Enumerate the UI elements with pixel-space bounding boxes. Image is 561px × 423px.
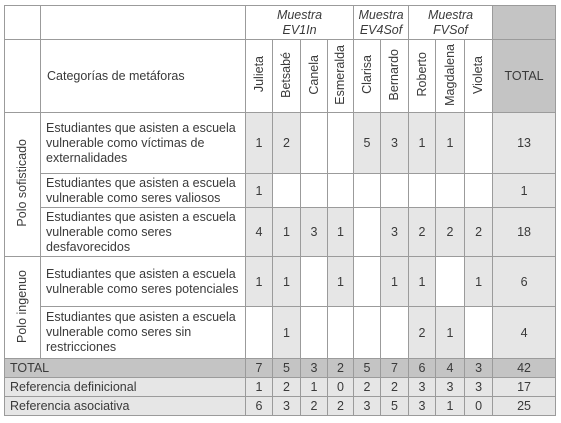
- total-header-top: [493, 6, 556, 40]
- table-cell: 3: [273, 397, 301, 416]
- table-cell: [328, 307, 354, 359]
- table-cell: 1: [301, 378, 328, 397]
- corner-cell: [41, 6, 246, 40]
- table-cell: 5: [354, 113, 381, 174]
- table-cell: 1: [246, 174, 273, 208]
- table-cell: [409, 174, 436, 208]
- table-cell: 3: [381, 113, 409, 174]
- muestra-header-row: [5, 6, 556, 40]
- table-cell: [301, 113, 328, 174]
- reference-row-label: Referencia definicional: [5, 378, 246, 397]
- table-cell: [301, 307, 328, 359]
- table-cell: 3: [465, 378, 493, 397]
- table-cell: 3: [409, 378, 436, 397]
- table-row: [5, 208, 556, 257]
- table-row: [5, 174, 556, 208]
- table-cell: 1: [409, 113, 436, 174]
- table-cell: 6: [246, 397, 273, 416]
- row-label: Estudiantes que asisten a escuela vulnerable como seres desfavorecidos: [41, 208, 246, 257]
- table-cell: 3: [301, 359, 328, 378]
- table-cell: 1: [436, 113, 465, 174]
- table-cell: 0: [465, 397, 493, 416]
- table-cell: 2: [328, 359, 354, 378]
- muestra-header: Muestra EV1In: [246, 6, 354, 40]
- table-cell: [354, 257, 381, 307]
- row-total: 18: [493, 208, 556, 257]
- table-cell: 1: [381, 257, 409, 307]
- table-cell: 2: [409, 208, 436, 257]
- table-cell: 1: [273, 208, 301, 257]
- total-row: [5, 359, 556, 378]
- table-cell: 6: [409, 359, 436, 378]
- column-header: Roberto: [409, 40, 436, 113]
- table-cell: 1: [436, 397, 465, 416]
- group-label-cell: [5, 113, 41, 257]
- row-label: Estudiantes que asisten a escuela vulnerable como víctimas de externalidades: [41, 113, 246, 174]
- column-header: Bernardo: [381, 40, 409, 113]
- grand-total: 42: [493, 359, 556, 378]
- table-cell: 1: [328, 208, 354, 257]
- table-cell: [273, 174, 301, 208]
- table-cell: 1: [246, 378, 273, 397]
- metaphor-table: [4, 5, 556, 416]
- table-cell: 1: [328, 257, 354, 307]
- row-total: 4: [493, 307, 556, 359]
- table-cell: 2: [465, 208, 493, 257]
- corner-cell: [5, 6, 41, 40]
- category-header: Categorías de metáforas: [41, 40, 246, 113]
- table-cell: 2: [328, 397, 354, 416]
- row-label: Estudiantes que asisten a escuela vulnerable como seres potenciales: [41, 257, 246, 307]
- total-row-label: TOTAL: [5, 359, 246, 378]
- table-cell: [354, 307, 381, 359]
- table-cell: 7: [246, 359, 273, 378]
- table-cell: [328, 113, 354, 174]
- reference-row: [5, 397, 556, 416]
- muestra-header: Muestra EV4Sof: [354, 6, 409, 40]
- table-cell: 1: [246, 113, 273, 174]
- table-cell: 1: [273, 307, 301, 359]
- table-cell: [301, 257, 328, 307]
- table-cell: 1: [436, 307, 465, 359]
- table-cell: 3: [409, 397, 436, 416]
- column-header: Betsabé: [273, 40, 301, 113]
- table-cell: 2: [436, 208, 465, 257]
- table-cell: 3: [436, 378, 465, 397]
- table-cell: [328, 174, 354, 208]
- table-cell: [436, 257, 465, 307]
- table-cell: 2: [273, 378, 301, 397]
- table-cell: 3: [465, 359, 493, 378]
- group-label: Polo sofisticado: [15, 139, 30, 227]
- group-header-cell: [5, 40, 41, 113]
- table-cell: 2: [381, 378, 409, 397]
- table-cell: 5: [354, 359, 381, 378]
- table-cell: 2: [273, 113, 301, 174]
- table-cell: [465, 174, 493, 208]
- row-total: 6: [493, 257, 556, 307]
- table-row: [5, 113, 556, 174]
- table-cell: 3: [381, 208, 409, 257]
- table-cell: 4: [436, 359, 465, 378]
- table-cell: 1: [409, 257, 436, 307]
- table-cell: 4: [246, 208, 273, 257]
- group-label-cell: [5, 257, 41, 359]
- group-label: Polo ingenuo: [15, 269, 30, 343]
- row-total: 25: [493, 397, 556, 416]
- row-total: 1: [493, 174, 556, 208]
- total-header: TOTAL: [493, 40, 556, 113]
- column-header: Julieta: [246, 40, 273, 113]
- table-cell: 5: [381, 397, 409, 416]
- table-cell: 0: [328, 378, 354, 397]
- table-cell: [301, 174, 328, 208]
- table-cell: 3: [354, 397, 381, 416]
- table-cell: 1: [465, 257, 493, 307]
- table-cell: 2: [409, 307, 436, 359]
- column-header: Violeta: [465, 40, 493, 113]
- table-cell: [381, 174, 409, 208]
- row-total: 17: [493, 378, 556, 397]
- row-label: Estudiantes que asisten a escuela vulnerable como seres sin restricciones: [41, 307, 246, 359]
- table-cell: [246, 307, 273, 359]
- table-cell: 3: [301, 208, 328, 257]
- column-header: Canela: [301, 40, 328, 113]
- column-header: Magdalena: [436, 40, 465, 113]
- table-cell: [354, 208, 381, 257]
- table-cell: 1: [273, 257, 301, 307]
- table-row: [5, 257, 556, 307]
- column-header: Clarisa: [354, 40, 381, 113]
- table-cell: [381, 307, 409, 359]
- table-cell: 2: [354, 378, 381, 397]
- reference-row: [5, 378, 556, 397]
- table-cell: [465, 113, 493, 174]
- row-total: 13: [493, 113, 556, 174]
- column-header: Esmeralda: [328, 40, 354, 113]
- row-label: Estudiantes que asisten a escuela vulnerable como seres valiosos: [41, 174, 246, 208]
- table-cell: 7: [381, 359, 409, 378]
- table-cell: 5: [273, 359, 301, 378]
- table-cell: 2: [301, 397, 328, 416]
- table-cell: [465, 307, 493, 359]
- table-row: [5, 307, 556, 359]
- table-cell: 1: [246, 257, 273, 307]
- column-header-row: [5, 40, 556, 113]
- table-cell: [436, 174, 465, 208]
- muestra-header: Muestra FVSof: [409, 6, 493, 40]
- table-cell: [354, 174, 381, 208]
- reference-row-label: Referencia asociativa: [5, 397, 246, 416]
